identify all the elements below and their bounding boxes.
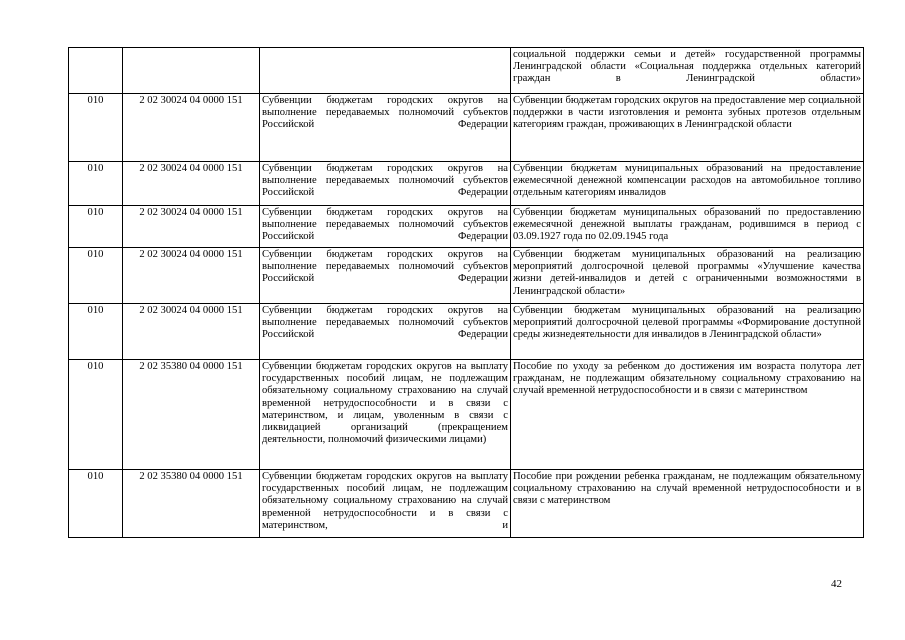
admin-code-cell: 010 — [69, 162, 123, 206]
table-row — [69, 360, 864, 470]
revenue-name-cell: Субвенции бюджетам городских округов на выполнение передаваемых полномочий субъектов Российской Федерации — [260, 162, 511, 206]
revenue-name-cell — [260, 48, 511, 94]
admin-code-cell: 010 — [69, 206, 123, 248]
revenue-name-cell: Субвенции бюджетам городских округов на выполнение передаваемых полномочий субъектов Российской Федерации — [260, 206, 511, 248]
kbk-code-cell: 2 02 30024 04 0000 151 — [123, 94, 260, 162]
kbk-code-cell — [123, 48, 260, 94]
admin-code-cell: 010 — [69, 470, 123, 538]
kbk-code-cell: 2 02 35380 04 0000 151 — [123, 360, 260, 470]
purpose-cell: Пособие по уходу за ребенком до достижения им возраста полутора лет гражданам, не подлежащим обязательному социальному страхованию на случай временной нетрудоспособности и в связи с материнством — [511, 360, 864, 470]
purpose-cell: Субвенции бюджетам муниципальных образований на реализацию мероприятий долгосрочной целевой программы «Улучшение качества жизни детей-инвалидов и детей с ограниченными возможностями в Ленинградской области» — [511, 248, 864, 304]
revenue-name-cell: Субвенции бюджетам городских округов на выполнение передаваемых полномочий субъектов Российской Федерации — [260, 94, 511, 162]
purpose-cell: Субвенции бюджетам муниципальных образований на предоставление ежемесячной денежной компенсации расходов на автомобильное топливо отдельным категориям инвалидов — [511, 162, 864, 206]
admin-code-cell: 010 — [69, 248, 123, 304]
kbk-code-cell: 2 02 30024 04 0000 151 — [123, 206, 260, 248]
table-row — [69, 48, 864, 94]
table-row — [69, 162, 864, 206]
admin-code-cell: 010 — [69, 94, 123, 162]
admin-code-cell — [69, 48, 123, 94]
revenue-table — [68, 47, 864, 538]
admin-code-cell: 010 — [69, 360, 123, 470]
purpose-cell: Субвенции бюджетам муниципальных образований по предоставлению ежемесячной денежной выплаты гражданам, родившимся в период с 03.09.1927 года по 02.09.1945 года — [511, 206, 864, 248]
table-row — [69, 94, 864, 162]
kbk-code-cell: 2 02 35380 04 0000 151 — [123, 470, 260, 538]
revenue-name-cell: Субвенции бюджетам городских округов на выплату государственных пособий лицам, не подлежащим обязательному социальному страхованию на случай временной нетрудоспособности и в связи с материнством, и лицам, уволенным в связи с ликвидацией организаций (прекращением деятельности, полномочий физическими лицами) — [260, 360, 511, 470]
revenue-name-cell: Субвенции бюджетам городских округов на выполнение передаваемых полномочий субъектов Российской Федерации — [260, 304, 511, 360]
purpose-cell: социальной поддержки семьи и детей» государственной программы Ленинградской области «Социальная поддержка отдельных категорий граждан в Ленинградской области» — [511, 48, 864, 94]
purpose-cell: Субвенции бюджетам муниципальных образований на реализацию мероприятий долгосрочной целевой программы «Формирование доступной среды жизнедеятельности для инвалидов в Ленинградской области» — [511, 304, 864, 360]
page-number: 42 — [831, 578, 842, 590]
purpose-cell: Пособие при рождении ребенка гражданам, не подлежащим обязательному социальному страхованию на случай временной нетрудоспособности и в связи с материнством — [511, 470, 864, 538]
table-row — [69, 470, 864, 538]
revenue-name-cell: Субвенции бюджетам городских округов на выплату государственных пособий лицам, не подлежащим обязательному социальному страхованию на случай временной нетрудоспособности и в связи с материнством, и — [260, 470, 511, 538]
kbk-code-cell: 2 02 30024 04 0000 151 — [123, 304, 260, 360]
kbk-code-cell: 2 02 30024 04 0000 151 — [123, 248, 260, 304]
table-row — [69, 304, 864, 360]
revenue-name-cell: Субвенции бюджетам городских округов на выполнение передаваемых полномочий субъектов Российской Федерации — [260, 248, 511, 304]
purpose-cell: Субвенции бюджетам городских округов на предоставление мер социальной поддержки в части изготовления и ремонта зубных протезов отдельным категориям граждан, проживающих в Ленинградской области — [511, 94, 864, 162]
admin-code-cell: 010 — [69, 304, 123, 360]
table-row — [69, 248, 864, 304]
table-row — [69, 206, 864, 248]
kbk-code-cell: 2 02 30024 04 0000 151 — [123, 162, 260, 206]
